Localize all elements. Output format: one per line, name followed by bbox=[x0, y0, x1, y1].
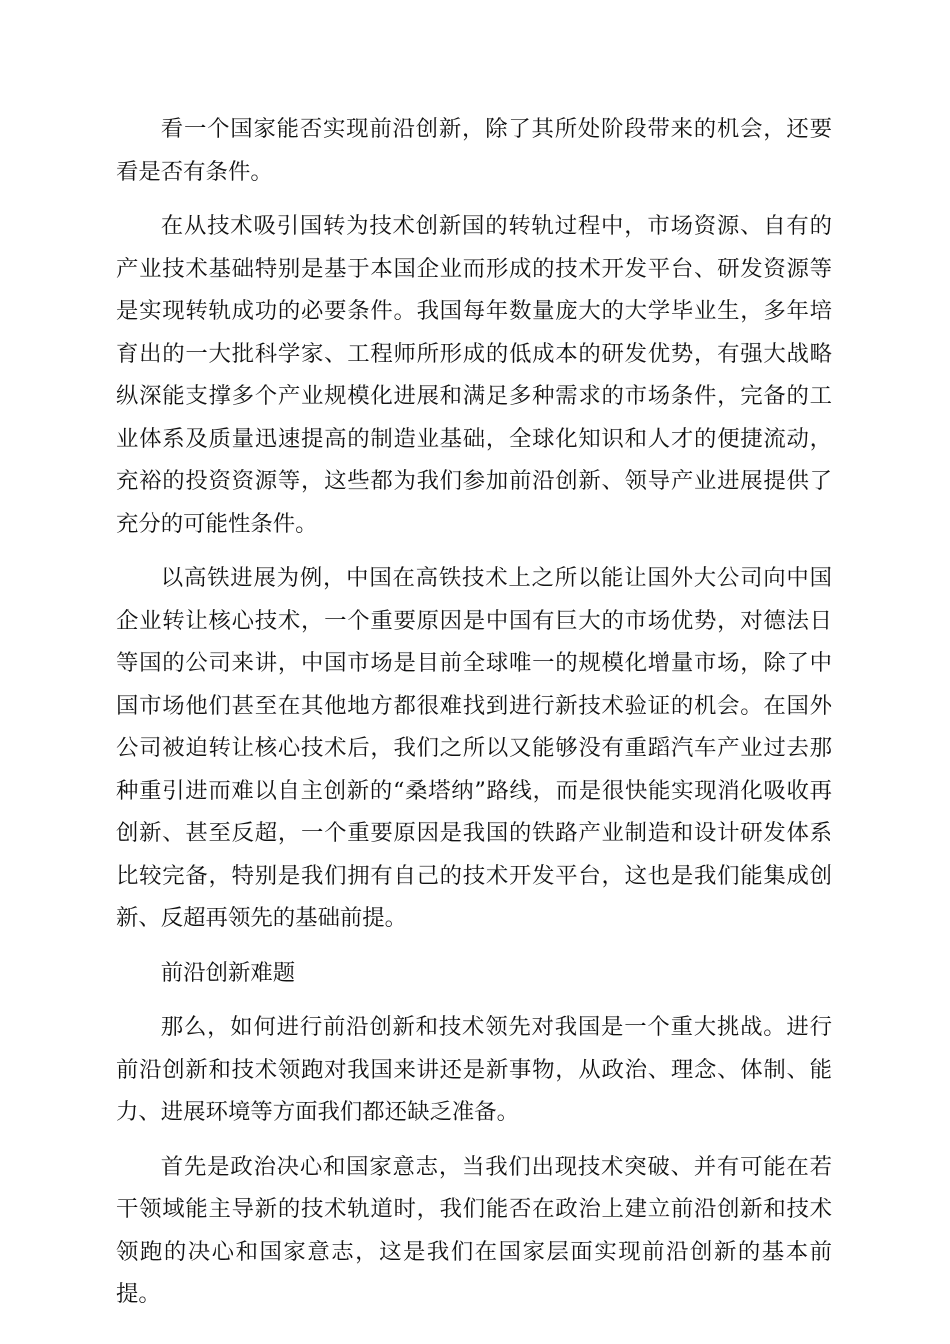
paragraph-intro: 看一个国家能否实现前沿创新，除了其所处阶段带来的机会，还要看是否有条件。 bbox=[116, 116, 832, 185]
paragraph-challenge: 那么，如何进行前沿创新和技术领先对我国是一个重大挑战。进行前沿创新和技术领跑对我国来讲还是新事物，从政治、理念、体制、能力、进展环境等方面我们都还缺乏准备。 bbox=[116, 1014, 832, 1125]
paragraph-political-will: 首先是政治决心和国家意志，当我们出现技术突破、并有可能在若干领域能主导新的技术轨道时，我们能否在政治上建立前沿创新和技术领跑的决心和国家意志，这是我们在国家层面实现前沿创新的基本前提。 bbox=[116, 1153, 832, 1307]
section-heading: 前沿创新难题 bbox=[160, 959, 296, 986]
paragraph-high-speed-rail: 以高铁进展为例，中国在高铁技术上之所以能让国外大公司向中国企业转让核心技术，一个重要原因是中国有巨大的市场优势，对德法日等国的公司来讲，中国市场是目前全球唯一的规模化增量市场，除了中国市场他们甚至在其他地方都很难找到进行新技术验证的机会。在国外公司被迫转让核心技术后，我们之所以又能够没有重蹈汽车产业过去那种重引进而难以自主创新的“桑塔纳”路线，而是很快能实现消化吸收再创新、甚至反超，一个重要原因是我国的铁路产业制造和设计研发体系比较完备，特别是我们拥有自己的技术开发平台，这也是我们能集成创新、反超再领先的基础前提。 bbox=[116, 565, 832, 931]
paragraph-conditions: 在从技术吸引国转为技术创新国的转轨过程中，市场资源、自有的产业技术基础特别是基于本国企业而形成的技术开发平台、研发资源等是实现转轨成功的必要条件。我国每年数量庞大的大学毕业生，多年培育出的一大批科学家、工程师所形成的低成本的研发优势，有强大战略纵深能支撑多个产业规模化进展和满足多种需求的市场条件，完备的工业体系及质量迅速提高的制造业基础，全球化知识和人才的便捷流动，充裕的投资资源等，这些都为我们参加前沿创新、领导产业进展提供了充分的可能性条件。 bbox=[116, 213, 832, 537]
document-body bbox=[116, 108, 832, 1328]
